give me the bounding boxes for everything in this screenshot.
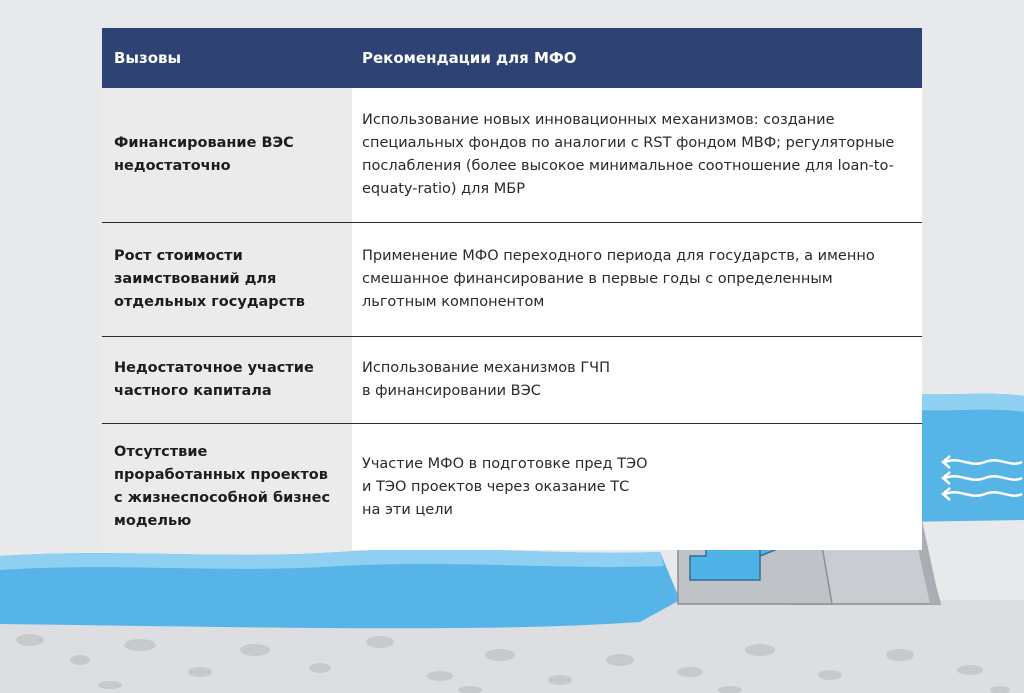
recommendation-cell [352,424,922,550]
recommendation-cell [352,337,922,423]
challenge-cell [102,88,352,222]
header-recommendations: Рекомендации для МФО [362,49,577,67]
challenge-cell [102,337,352,423]
challenge-cell [102,223,352,336]
challenge-text: Финансирование ВЭС недостаточно [114,135,294,174]
recommendation-cell [352,88,922,222]
table-row [102,88,922,223]
header-challenges: Вызовы [114,49,182,67]
challenge-text: Рост стоимости заимствований для отдельных государств [114,248,305,310]
table-row [102,424,922,550]
table-header [102,28,922,88]
recommendation-text: Участие МФО в подготовке пред ТЭО и ТЭО проектов через оказание ТС на эти цели [362,455,648,518]
recommendation-text: Использование новых инновационных механизмов: создание специальных фондов по аналогии с RST фондом МВФ; регуляторные послабления (более высокое минимальное соотношение для loan-to- equaty-ratio) для МБР [362,112,895,197]
table-row [102,337,922,424]
recommendation-cell [352,223,922,336]
table-row [102,223,922,337]
challenge-text: Недостаточное участие частного капитала [114,360,314,399]
recommendation-text: Использование механизмов ГЧП в финансировании ВЭС [362,360,611,399]
challenge-text: Отсутствие проработанных проектов с жизнеспособной бизнес моделью [114,444,331,529]
challenges-recommendations-table [102,28,922,550]
challenge-cell [102,424,352,550]
recommendation-text: Применение МФО переходного периода для государств, а именно смешанное финансирование в первые годы с определенным льготным компонентом [362,248,875,310]
